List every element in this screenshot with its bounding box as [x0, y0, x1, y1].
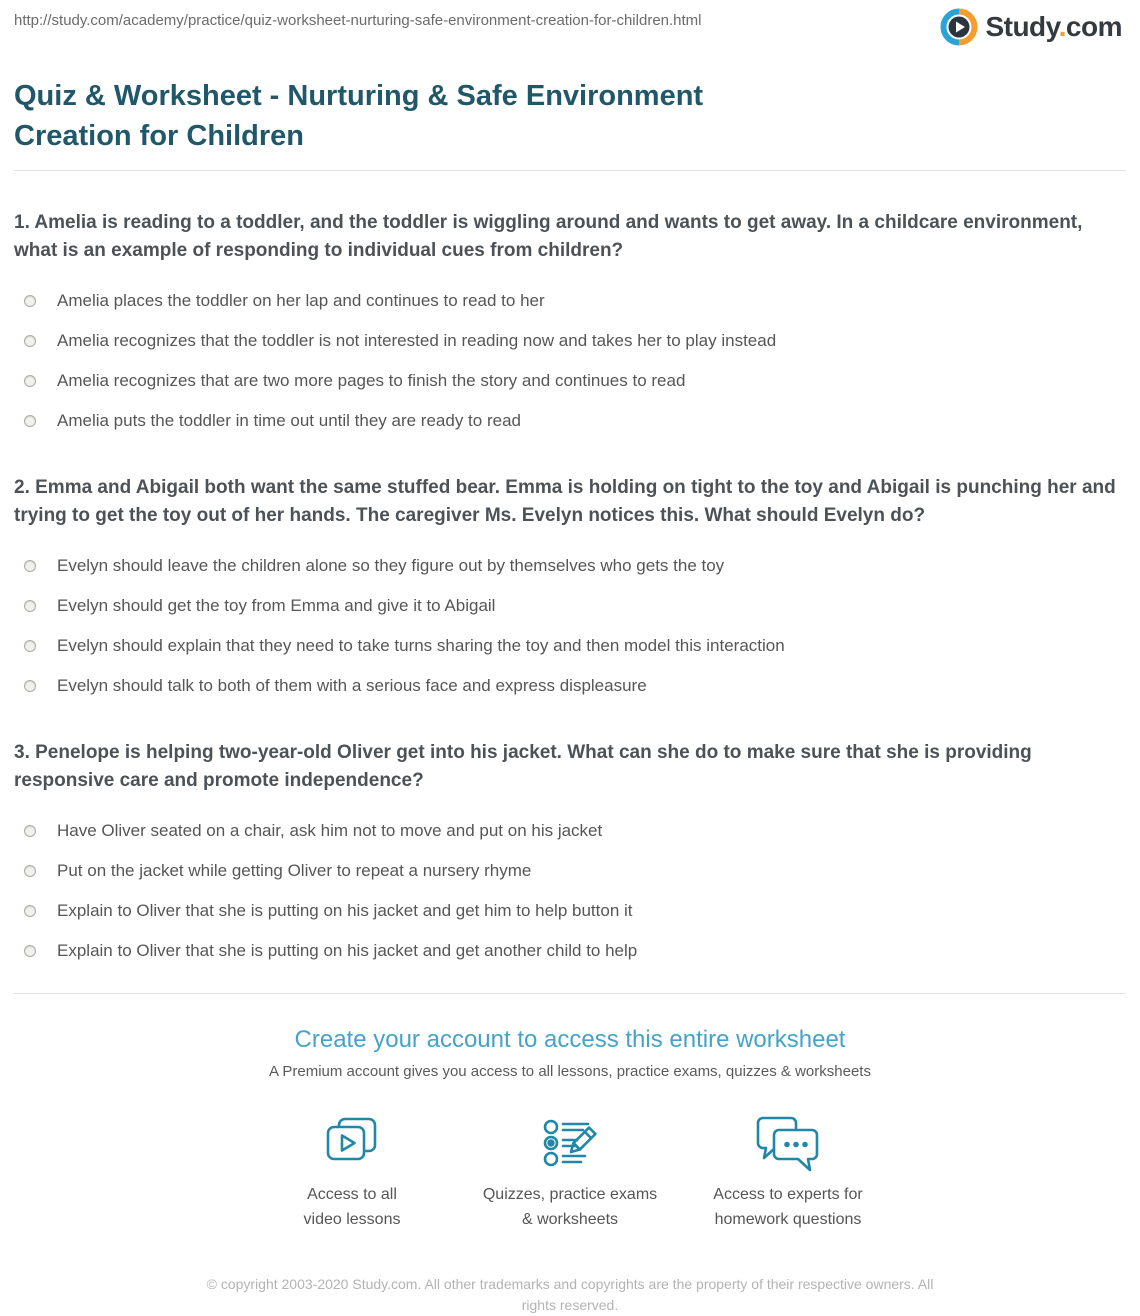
feature-label: Access to experts for homework questions: [713, 1186, 863, 1228]
radio-button[interactable]: [24, 825, 36, 837]
answer-option[interactable]: [14, 636, 1126, 655]
feature-chat-experts: [679, 1116, 897, 1232]
answer-option[interactable]: [14, 291, 1126, 310]
radio-button[interactable]: [24, 600, 36, 612]
page-header: [0, 0, 1140, 46]
feature-video-lessons: [243, 1116, 461, 1232]
radio-button[interactable]: [24, 945, 36, 957]
option-label: Explain to Oliver that she is putting on his jacket and get another child to help: [57, 941, 638, 960]
option-label: Evelyn should leave the children alone so they figure out by themselves who gets the toy: [57, 556, 725, 575]
answer-option[interactable]: [14, 861, 1126, 880]
page-url: http://study.com/academy/practice/quiz-worksheet-nurturing-safe-environment-creation-for-children.html: [14, 12, 702, 29]
answer-option[interactable]: [14, 596, 1126, 615]
radio-button[interactable]: [24, 415, 36, 427]
studycom-logo-icon: [940, 8, 978, 46]
option-label: Amelia recognizes that are two more pages to finish the story and continues to read: [57, 371, 686, 390]
answer-option[interactable]: [14, 371, 1126, 390]
answer-option[interactable]: [14, 411, 1126, 430]
option-label: Evelyn should explain that they need to take turns sharing the toy and then model this interaction: [57, 636, 785, 655]
cta-divider: [14, 993, 1126, 994]
answer-option[interactable]: [14, 821, 1126, 840]
option-label: Put on the jacket while getting Oliver to repeat a nursery rhyme: [57, 861, 532, 880]
quizzes-worksheets-icon: [461, 1116, 679, 1172]
video-lessons-icon: [243, 1116, 461, 1172]
answer-option[interactable]: [14, 556, 1126, 575]
title-divider: [14, 170, 1126, 171]
option-label: Amelia recognizes that the toddler is not interested in reading now and takes her to play instead: [57, 331, 777, 350]
question-3-text: 3. Penelope is helping two-year-old Oliver get into his jacket. What can she do to make sure that she is providing responsive care and promote independence?: [14, 742, 1032, 791]
answer-option[interactable]: [14, 331, 1126, 350]
studycom-logo[interactable]: [940, 8, 1122, 46]
option-label: Explain to Oliver that she is putting on his jacket and get him to help button it: [57, 901, 633, 920]
feature-quizzes-worksheets: [461, 1116, 679, 1232]
cta-section: [0, 1026, 1140, 1232]
feature-label: Quizzes, practice exams & worksheets: [482, 1186, 658, 1228]
question-2-text: 2. Emma and Abigail both want the same stuffed bear. Emma is holding on tight to the toy and Abigail is punching her and trying to get the toy out of her hands. The caregiver Ms. Evelyn notices this. What should Evelyn do?: [14, 477, 1116, 526]
studycom-logo-text: Study.com: [985, 11, 1122, 42]
cta-title: Create your account to access this entire worksheet: [294, 1026, 846, 1053]
question-1: [14, 209, 1126, 430]
option-label: Evelyn should get the toy from Emma and give it to Abigail: [57, 596, 496, 615]
copyright-notice: © copyright 2003-2020 Study.com. All other trademarks and copyrights are the property of their respective owners. All rights reserved.: [206, 1276, 934, 1313]
option-label: Amelia puts the toddler in time out until they are ready to read: [57, 411, 521, 430]
option-label: Evelyn should talk to both of them with a serious face and express displeasure: [57, 676, 647, 695]
question-1-text: 1. Amelia is reading to a toddler, and the toddler is wiggling around and wants to get away. In a childcare environment, what is an example of responding to individual cues from children?: [14, 212, 1083, 261]
quiz-area: [0, 209, 1140, 960]
radio-button[interactable]: [24, 560, 36, 572]
radio-button[interactable]: [24, 375, 36, 387]
radio-button[interactable]: [24, 680, 36, 692]
chat-experts-icon: [679, 1116, 897, 1172]
question-2: [14, 474, 1126, 695]
radio-button[interactable]: [24, 640, 36, 652]
answer-option[interactable]: [14, 901, 1126, 920]
question-1-options: [14, 291, 1126, 430]
question-2-options: [14, 556, 1126, 695]
radio-button[interactable]: [24, 335, 36, 347]
answer-option[interactable]: [14, 676, 1126, 695]
radio-button[interactable]: [24, 295, 36, 307]
features-row: [0, 1116, 1140, 1232]
radio-button[interactable]: [24, 905, 36, 917]
cta-subtitle: A Premium account gives you access to all lessons, practice exams, quizzes & worksheets: [269, 1063, 871, 1080]
option-label: Amelia places the toddler on her lap and continues to read to her: [57, 291, 545, 310]
question-3: [14, 739, 1126, 960]
question-3-options: [14, 821, 1126, 960]
page-title: Quiz & Worksheet - Nurturing & Safe Environment Creation for Children: [14, 80, 704, 152]
option-label: Have Oliver seated on a chair, ask him not to move and put on his jacket: [57, 821, 603, 840]
feature-label: Access to all video lessons: [303, 1186, 401, 1228]
radio-button[interactable]: [24, 865, 36, 877]
answer-option[interactable]: [14, 941, 1126, 960]
